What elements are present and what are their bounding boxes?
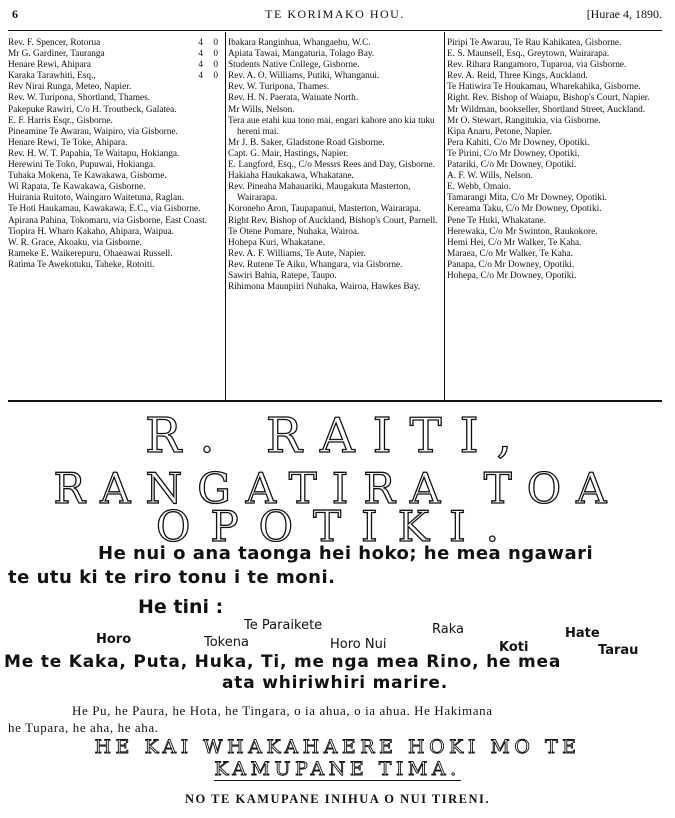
subscriber-name: Rev. A. F. Williams, Te Aute, Napier. xyxy=(228,248,366,259)
subscriber-entry xyxy=(8,160,222,171)
subscriber-entry xyxy=(447,260,662,271)
subscriber-entry xyxy=(228,149,441,160)
subscriber-entry xyxy=(228,105,441,116)
goods-item-horo-nui: Horo Nui xyxy=(330,637,387,652)
subscriber-name: E. Langford, Esq., C/o Messrs Rees and Day, Gisborne. xyxy=(228,160,435,171)
subscriber-entry xyxy=(8,49,222,60)
subscriber-name: Apiata Tawai, Mangaturia, Tolago Bay. xyxy=(228,49,375,60)
subscriber-entry xyxy=(8,238,222,249)
subscriber-name: Pineamine Te Awarau, Waipiro, via Gisborne. xyxy=(8,126,178,137)
subscriber-name: Te Hatiwira Te Houkamau, Wharekahika, Gisborne. xyxy=(447,82,641,93)
page-header xyxy=(8,6,662,28)
subscriber-name: Rev. Pineaha Mahauariki, Maugakuta Masterton, Wairarapa. xyxy=(228,182,411,204)
subscriber-name: Mr O. Stewart, Rangitukia, via Gisborne. xyxy=(447,115,601,126)
subscriber-entry xyxy=(8,138,222,149)
subscriber-name: Rihimona Maunpiiri Nuhaka, Wairoa, Hawkes Bay. xyxy=(228,282,421,293)
subscriber-name: Rev Nirai Runga, Meteo, Napier. xyxy=(8,82,132,93)
goods-item-tokena: Tokena xyxy=(204,635,249,650)
subscriber-column-1 xyxy=(8,38,222,400)
subscriber-entry xyxy=(228,93,441,104)
subscriber-entry xyxy=(8,204,222,215)
advert-intro-line-1: He nui o ana taonga hei hoko; he mea ngawari xyxy=(98,543,594,564)
header-rule xyxy=(8,30,662,31)
subscriber-entry xyxy=(228,227,441,238)
subscriber-name: Hohepa, C/o Mr Downey, Opotiki. xyxy=(447,270,577,281)
subscriber-entry xyxy=(447,216,662,227)
subscriber-name: Ibakara Ranginhua, Whangaehu, W.C. xyxy=(228,38,371,48)
subscriber-name: Hohepa Kuri, Whakatane. xyxy=(228,237,325,248)
subscriber-entry xyxy=(447,116,662,127)
subscriber-entry xyxy=(228,182,441,204)
newspaper-title: TE KORIMAKO HOU. xyxy=(265,7,405,21)
subscriber-entry xyxy=(447,271,662,282)
subscriber-entry xyxy=(8,171,222,182)
subscriber-entry xyxy=(228,82,441,93)
column-divider xyxy=(225,32,226,400)
subscriber-name: Hakiaha Haukakawa, Whakatane. xyxy=(228,171,354,182)
subscriber-name: Tamarangi Mita, C/o Mr Downey, Opotiki. xyxy=(447,193,607,204)
issue-date: [Hurae 4, 1890. xyxy=(586,7,662,21)
subscriber-name: Mr J. B. Saker, Gladstone Road Gisborne. xyxy=(228,137,385,148)
subscriber-name: Rev. F. Spencer, Rotorua xyxy=(8,38,101,48)
subscriber-name: Tiopira H. Wharo Kakaho, Ahipara, Waipua. xyxy=(8,226,175,237)
advert-intro-line-2: te utu ki te riro tonu i te moni. xyxy=(8,567,336,588)
goods-item-tarau: Tarau xyxy=(598,643,639,658)
subscriber-name: Pera Kahiti, C/o Mr Downey, Opotiki. xyxy=(447,137,590,148)
subscriber-entry xyxy=(447,249,662,260)
subscriber-name: Herewaka, C/o Mr Swinton, Raukokore. xyxy=(447,226,598,237)
subscriber-entry xyxy=(447,127,662,138)
subscriber-name: Te Pirini, C/o Mr Downey, Opotiki. xyxy=(447,148,580,159)
subscriber-entry xyxy=(447,160,662,171)
subscriber-entry xyxy=(447,171,662,182)
advert-guns-line-2: he Tupara, he aha, he aha. xyxy=(8,720,159,735)
company-agent-line-2-text: KAMUPANE TIMA. xyxy=(214,758,461,780)
subscriber-entry xyxy=(228,71,441,82)
subscriber-name: Huirania Ruitoto, Waingaro Waitetuna, Raglan. xyxy=(8,193,185,204)
subscriber-name: Karaka Tarawhiti, Esq., xyxy=(8,71,96,82)
subscriber-entry xyxy=(228,60,441,71)
subscriber-entry xyxy=(228,160,441,171)
subscriber-entry xyxy=(8,193,222,204)
subscriber-name: Rev. A. O. Williams, Putiki, Whanganui. xyxy=(228,71,380,82)
subscriber-name: Kipa Anaru, Petone, Napier. xyxy=(447,126,552,137)
advert-he-tini: He tini : xyxy=(138,596,224,618)
subscriber-entry xyxy=(8,249,222,260)
subscriber-entry xyxy=(447,60,662,71)
goods-item-raka: Raka xyxy=(432,622,464,637)
subscriber-entry xyxy=(447,149,662,160)
subscriber-entry xyxy=(228,216,441,227)
subscriber-entry xyxy=(8,71,222,82)
subscriber-name: Tuhaka Mokena, Te Kawakawa, Gisborne. xyxy=(8,171,167,182)
subscriber-name: Patariki, C/o Mr Downey, Opotiki. xyxy=(447,160,577,171)
subscriber-entry xyxy=(8,116,222,127)
subscriber-name: Mr G. Gardiner, Tauranga xyxy=(8,49,105,60)
subscriber-name: Koroneho Aron, Taupapanui, Masterton, Wairarapa. xyxy=(228,204,421,215)
subscriber-entry xyxy=(228,49,441,60)
subscriber-name: Henare Rewi, Ahipara xyxy=(8,60,91,71)
insurance-company-footer: NO TE KAMUPANE INIHUA O NUI TIRENI. xyxy=(185,792,490,806)
subscriber-name: Rev. H. W. T. Papahia, Te Waitapu, Hokianga. xyxy=(8,148,180,159)
subscriber-name: Rev. Rutene Te Aiku, Whangara, via Gisborne. xyxy=(228,259,403,270)
subscriber-name: Rev. A. Reid, Three Kings, Auckland. xyxy=(447,71,588,82)
subscriber-name: A. F. W. Wills, Nelson. xyxy=(447,171,533,182)
subscriber-entry xyxy=(228,271,441,282)
subscriber-name: Mr Wills, Nelson. xyxy=(228,104,295,115)
subscriber-entry xyxy=(8,216,222,227)
goods-item-hate: Hate xyxy=(565,626,600,641)
subscriber-name: Right Rev. Bishop of Auckland, Bishop's Court, Parnell. xyxy=(228,215,438,226)
subscriber-entry xyxy=(447,182,662,193)
subscriber-entry xyxy=(8,93,222,104)
subscriber-name: Apirana Pahina, Tokomaru, via Gisborne, East Coast. xyxy=(8,215,208,226)
subscriber-name: Rev. W. Turipona, Thames. xyxy=(228,82,330,93)
subscriber-name: W. R. Grace, Akoaku, via Gisborne. xyxy=(8,237,142,248)
subscriber-entry xyxy=(447,49,662,60)
section-rule xyxy=(8,400,662,402)
subscriber-entry xyxy=(447,105,662,116)
subscriber-name: Rev. H. N. Paerata, Waiuate North. xyxy=(228,93,359,104)
subscriber-name: Panapa, C/o Mr Downey, Opotiki. xyxy=(447,259,575,270)
subscriber-entry xyxy=(447,71,662,82)
subscriber-name: Hemi Hei, C/o Mr Walker, Te Kaha. xyxy=(447,237,582,248)
subscriber-column-3 xyxy=(447,38,662,400)
subscriber-entry xyxy=(228,204,441,215)
subscriber-amount: 4 0 xyxy=(198,38,222,48)
subscriber-amount: 4 0 xyxy=(198,60,222,71)
goods-item-paraikete: Te Paraikete xyxy=(244,618,323,633)
subscriber-entry xyxy=(8,82,222,93)
company-agent-line-1: HE KAI WHAKAHAERE HOKI MO TE xyxy=(94,736,581,758)
subscriber-entry xyxy=(228,138,441,149)
subscriber-entry xyxy=(8,182,222,193)
page-number: 6 xyxy=(12,7,18,21)
goods-item-horo: Horo xyxy=(96,632,132,647)
advert-food-line-1: Me te Kaka, Puta, Huka, Ti, me nga mea Rino, he mea xyxy=(4,652,562,672)
subscriber-name: Piripi Te Awarau, Te Rau Kahikatea, Gisborne. xyxy=(447,38,622,48)
advert-title-place: OPOTIKI. xyxy=(155,502,520,551)
subscriber-name: Students Native College, Gisborne. xyxy=(228,60,360,71)
subscriber-column-2 xyxy=(228,38,441,400)
subscriber-amount: 4 0 xyxy=(198,71,222,82)
subscriber-name: Tera aue etahi kua tono mai, engari kahore ano kia tuku hereni mai. xyxy=(228,115,435,137)
subscriber-name: Right. Rev. Bishop of Waiapu, Bishop's Court, Napier. xyxy=(447,93,650,104)
subscriber-name: Kereama Taku, C/o Mr Downey, Opotiki. xyxy=(447,204,602,215)
subscriber-entry xyxy=(447,138,662,149)
subscriber-entry xyxy=(228,282,441,293)
subscriber-name: Te Otene Pomare, Nuhaka, Wairoa. xyxy=(228,226,360,237)
subscriber-name: Te Hoti Haukamau, Kawakawa, E.C., via Gisborne. xyxy=(8,204,201,215)
subscriber-name: Rev. Rihara Rangamoro, Tuparoa, via Gisborne. xyxy=(447,60,627,71)
subscriber-entry xyxy=(8,149,222,160)
subscriber-name: Mr Wildman, bookseller, Shortland Street, Auckland. xyxy=(447,104,646,115)
subscriber-name: Henare Rewi, Te Toke, Ahipara. xyxy=(8,137,128,148)
subscriber-entry xyxy=(228,38,441,49)
subscriber-entry xyxy=(8,260,222,271)
advert-title-occupation: RANGATIRA TOA xyxy=(53,464,622,513)
subscriber-amount: 4 0 xyxy=(198,49,222,60)
subscriber-name: E. S. Maunsell, Esq., Greytown, Wairarapa. xyxy=(447,49,610,60)
company-agent-line-2 xyxy=(0,758,675,780)
subscriber-entry xyxy=(228,171,441,182)
subscriber-entry xyxy=(8,227,222,238)
subscriber-entry xyxy=(447,227,662,238)
advert-guns-line-1: He Pu, he Paura, he Hota, he Tingara, o ia ahua, o ia ahua. He Hakimana xyxy=(72,703,493,718)
subscriber-name: Sawiri Bahia, Ratepe, Taupo. xyxy=(228,270,337,281)
subscriber-name: Pene Te Huki, Whakatane. xyxy=(447,215,546,226)
subscriber-entry xyxy=(8,38,222,49)
subscriber-entry xyxy=(228,260,441,271)
subscriber-entry xyxy=(447,38,662,49)
subscriber-name: Pakepuke Rawiri, C/o H. Troutbeck, Galatea. xyxy=(8,104,177,115)
subscriber-name: Capt. G. Mair, Hastings, Napier. xyxy=(228,148,349,159)
subscriber-name: Wi Rapata, Te Kawakawa, Gisborne. xyxy=(8,182,146,193)
goods-item-koti: Koti xyxy=(499,640,529,655)
subscriber-entry xyxy=(228,238,441,249)
subscriber-name: Maraea, C/o Mr Walker, Te Kaha. xyxy=(447,248,573,259)
subscriber-entry xyxy=(228,116,441,138)
subscriber-entry xyxy=(447,193,662,204)
subscriber-entry xyxy=(447,82,662,93)
subscriber-entry xyxy=(447,204,662,215)
subscriber-entry xyxy=(447,93,662,104)
subscriber-entry xyxy=(447,238,662,249)
subscriber-entry xyxy=(8,105,222,116)
subscriber-name: Rev. W. Turipona, Shortland, Thames. xyxy=(8,93,151,104)
column-divider xyxy=(444,32,445,400)
advert-title-name: R. RAITI, xyxy=(145,408,530,464)
subscriber-name: Ratima Te Awekotuku, Taheke, Rotoiti. xyxy=(8,259,155,270)
subscriber-name: E. Webb, Omaio. xyxy=(447,182,511,193)
subscriber-name: Rameke E. Waikerepuru, Ohaeawai Russell. xyxy=(8,248,173,259)
advert-food-line-2: ata whiriwhiri marire. xyxy=(222,673,448,693)
subscriber-name: Herewini Te Toko, Pupuwai, Hokianga. xyxy=(8,160,156,171)
subscriber-entry xyxy=(228,249,441,260)
subscriber-entry xyxy=(8,127,222,138)
subscriber-name: E. F. Harris Esqr., Gisborne. xyxy=(8,115,113,126)
subscriber-entry xyxy=(8,60,222,71)
